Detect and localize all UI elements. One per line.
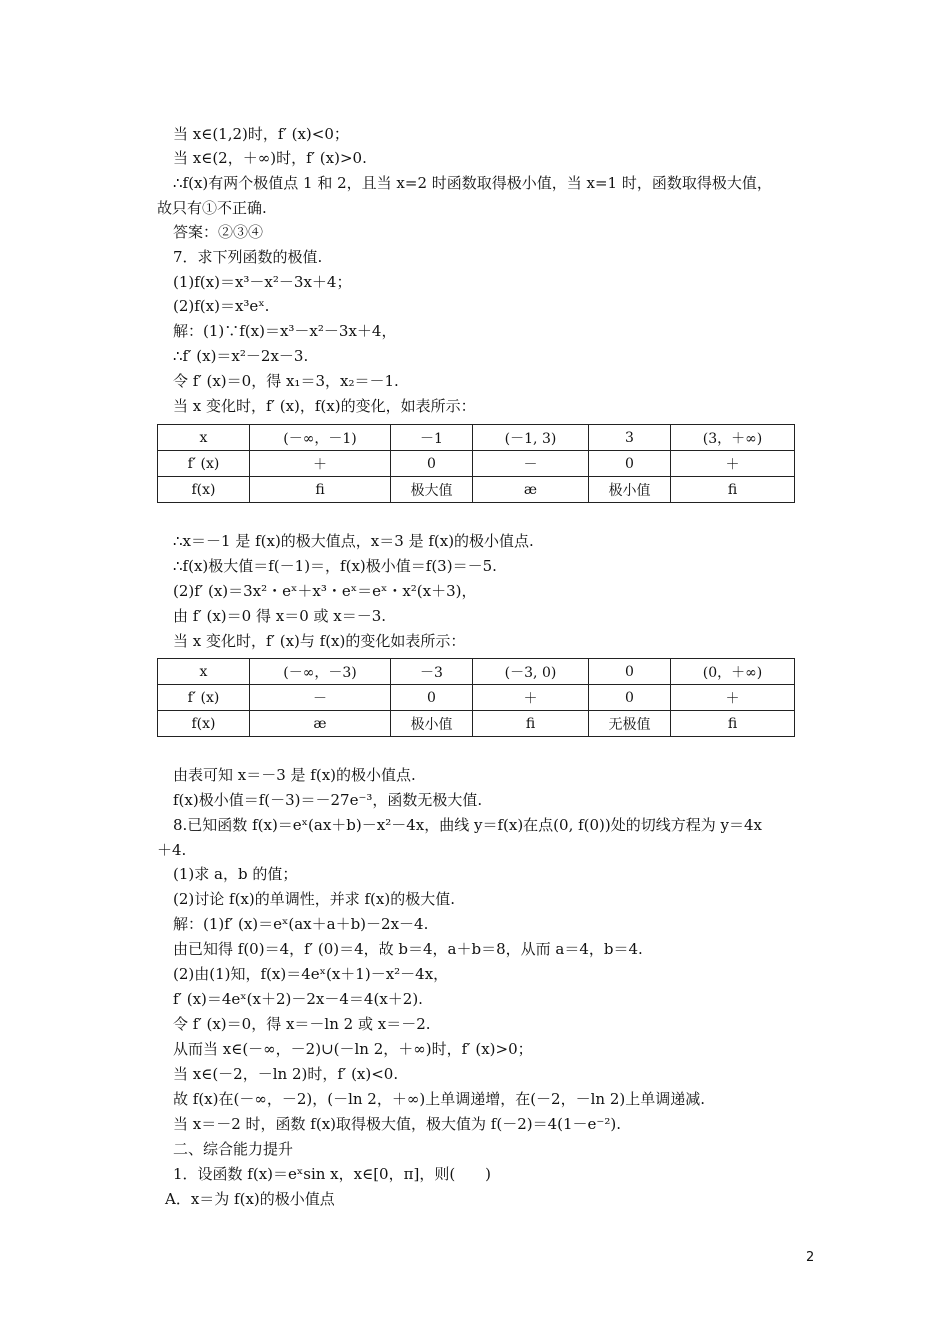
table-cell: ﬁ: [250, 477, 391, 503]
text-line: f′ (x)＝4eˣ(x＋2)－2x－4＝4(x＋2).: [173, 990, 423, 1008]
table-row: [158, 659, 795, 685]
table-cell: (3，＋∞): [671, 425, 795, 451]
table-row: [158, 477, 795, 503]
table-cell: æ: [250, 711, 391, 737]
extrema-table-1: [157, 424, 795, 503]
table-cell: 无极值: [589, 711, 671, 737]
text-line: 令 f′ (x)＝0，得 x₁＝3，x₂＝－1.: [173, 372, 399, 390]
table-cell: ﬁ: [671, 711, 795, 737]
text-line: 当 x∈(1,2)时，f′ (x)<0；: [173, 125, 349, 143]
text-line: (2)讨论 f(x)的单调性，并求 f(x)的极大值.: [173, 890, 455, 908]
table-cell: －3: [391, 659, 473, 685]
table-cell: －1: [391, 425, 473, 451]
text-line: f(x)极小值＝f(－3)＝－27e⁻³，函数无极大值.: [173, 791, 483, 809]
table-cell: 0: [391, 451, 473, 477]
text-line: 当 x 变化时，f′ (x)，f(x)的变化，如表所示：: [173, 397, 476, 415]
table-cell: ＋: [671, 685, 795, 711]
table-cell: 极小值: [391, 711, 473, 737]
table-row: [158, 685, 795, 711]
table-cell: －: [473, 451, 589, 477]
text-line: ∴f′ (x)＝x²－2x－3.: [173, 347, 309, 365]
table-cell: x: [158, 659, 250, 685]
text-line: ∴x＝－1 是 f(x)的极大值点，x＝3 是 f(x)的极小值点.: [173, 532, 534, 550]
text-line: (2)f′ (x)＝3x²・eˣ＋x³・eˣ＝eˣ・x²(x＋3)，: [173, 582, 477, 600]
table-cell: ﬁ: [473, 711, 589, 737]
text-line: 7．求下列函数的极值.: [173, 248, 323, 266]
text-line: 故只有①不正确.: [157, 199, 267, 217]
text-line: 从而当 x∈(－∞，－2)∪(－ln 2，＋∞)时，f′ (x)>0；: [173, 1040, 533, 1058]
page-number: 2: [806, 1250, 815, 1265]
table-cell: 0: [589, 685, 671, 711]
table-cell: x: [158, 425, 250, 451]
table-cell: f′ (x): [158, 685, 250, 711]
text-line: ∴f(x)有两个极值点 1 和 2，且当 x=2 时函数取得极小值，当 x=1 时，函数取得极大值，: [173, 174, 772, 192]
table-cell: 极大值: [391, 477, 473, 503]
text-line: 令 f′ (x)＝0，得 x＝－ln 2 或 x＝－2.: [173, 1015, 431, 1033]
text-line: ∴f(x)极大值＝f(－1)＝，f(x)极小值＝f(3)＝－5.: [173, 557, 497, 575]
table-cell: æ: [473, 477, 589, 503]
extrema-table-2: [157, 658, 795, 737]
table-cell: (－∞，－1): [250, 425, 391, 451]
text-line: 故 f(x)在(－∞，－2)，(－ln 2，＋∞)上单调递增，在(－2，－ln 2)上单调递减.: [173, 1090, 705, 1108]
text-line: 当 x 变化时，f′ (x)与 f(x)的变化如表所示：: [173, 632, 466, 650]
table-row: [158, 451, 795, 477]
text-line: 二、综合能力提升: [173, 1140, 294, 1158]
table-cell: ＋: [473, 685, 589, 711]
table-cell: 3: [589, 425, 671, 451]
table-row: [158, 425, 795, 451]
text-line: 由表可知 x＝－3 是 f(x)的极小值点.: [173, 766, 416, 784]
table-cell: －: [250, 685, 391, 711]
text-line: (2)由(1)知，f(x)＝4eˣ(x＋1)－x²－4x，: [173, 965, 449, 983]
table-cell: (0，＋∞): [671, 659, 795, 685]
text-line: (1)f(x)＝x³－x²－3x＋4；: [173, 273, 352, 291]
table-cell: f(x): [158, 711, 250, 737]
text-line: 1．设函数 f(x)＝eˣsin x，x∈[0，π]，则( ): [173, 1165, 492, 1183]
table-cell: 0: [391, 685, 473, 711]
table-cell: ＋: [250, 451, 391, 477]
table-cell: (－3, 0): [473, 659, 589, 685]
table-row: [158, 711, 795, 737]
text-line: (1)求 a，b 的值；: [173, 865, 298, 883]
table-cell: ＋: [671, 451, 795, 477]
text-line: 答案：②③④: [173, 223, 264, 241]
table-cell: ﬁ: [671, 477, 795, 503]
text-line: (2)f(x)＝x³eˣ.: [173, 297, 270, 315]
table-cell: 0: [589, 659, 671, 685]
table-cell: (－1, 3): [473, 425, 589, 451]
text-line: 由 f′ (x)＝0 得 x＝0 或 x＝－3.: [173, 607, 387, 625]
text-line: ＋4.: [157, 841, 187, 859]
text-line: 8.已知函数 f(x)＝eˣ(ax＋b)－x²－4x，曲线 y＝f(x)在点(0, f(0))处的切线方程为 y＝4x: [173, 816, 763, 834]
text-line: 当 x∈(2，＋∞)时，f′ (x)>0.: [173, 149, 367, 167]
table-cell: 0: [589, 451, 671, 477]
table-cell: f(x): [158, 477, 250, 503]
text-line: 由已知得 f(0)＝4，f′ (0)＝4，故 b＝4，a＋b＝8，从而 a＝4，b＝4.: [173, 940, 643, 958]
text-line: 解：(1)∵f(x)＝x³－x²－3x＋4，: [173, 322, 397, 340]
text-line: A．x＝为 f(x)的极小值点: [165, 1190, 335, 1208]
table-cell: (－∞，－3): [250, 659, 391, 685]
table-cell: 极小值: [589, 477, 671, 503]
text-line: 解：(1)f′ (x)＝eˣ(ax＋a＋b)－2x－4.: [173, 915, 429, 933]
table-cell: f′ (x): [158, 451, 250, 477]
text-line: 当 x＝－2 时，函数 f(x)取得极大值，极大值为 f(－2)＝4(1－e⁻²).: [173, 1115, 621, 1133]
text-line: 当 x∈(－2，－ln 2)时，f′ (x)<0.: [173, 1065, 399, 1083]
